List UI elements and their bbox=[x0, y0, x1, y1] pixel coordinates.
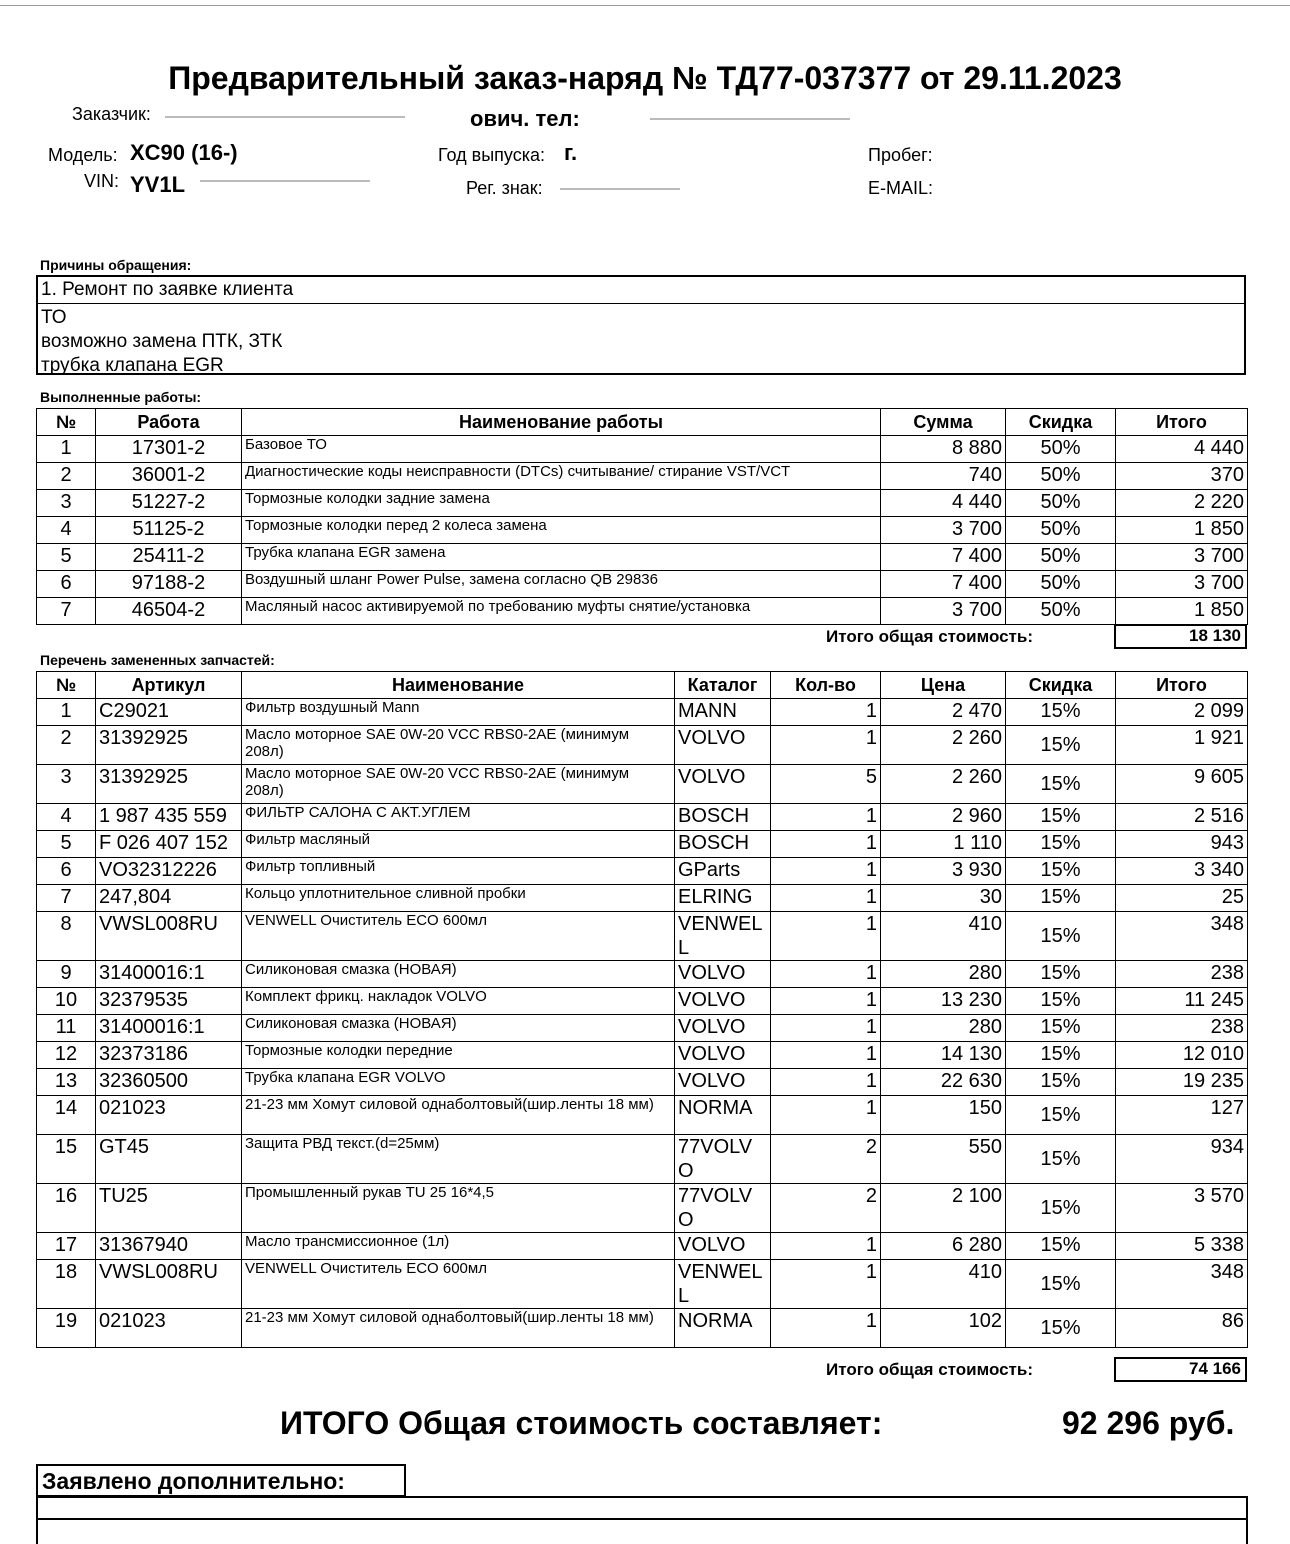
part-catalog: VOLVO bbox=[675, 765, 771, 804]
work-discount: 50% bbox=[1006, 517, 1116, 544]
works-table-row bbox=[37, 571, 1248, 598]
part-article: 32379535 bbox=[96, 988, 242, 1015]
part-price: 2 260 bbox=[881, 726, 1006, 765]
mileage-label: Пробег: bbox=[868, 145, 933, 165]
top-edge-line bbox=[0, 5, 1290, 6]
part-article: 021023 bbox=[96, 1096, 242, 1135]
part-discount: 15% bbox=[1006, 885, 1116, 912]
works-total-value: 18 130 bbox=[1114, 624, 1247, 649]
part-name: Масло моторное SAE 0W-20 VCC RBS0-2AE (минимум 208л) bbox=[242, 726, 675, 765]
part-discount: 15% bbox=[1006, 858, 1116, 885]
parts-label: Перечень замененных запчастей: bbox=[40, 652, 275, 668]
part-article: TU25 bbox=[96, 1184, 242, 1233]
part-qty: 1 bbox=[771, 1042, 881, 1069]
part-total: 25 bbox=[1116, 885, 1248, 912]
part-qty: 1 bbox=[771, 961, 881, 988]
part-article: VWSL008RU bbox=[96, 1260, 242, 1309]
part-no: 1 bbox=[37, 699, 96, 726]
part-name: ФИЛЬТР САЛОНА С АКТ.УГЛЕМ bbox=[242, 804, 675, 831]
part-catalog: VENWELL bbox=[675, 1260, 771, 1309]
part-article: 31400016:1 bbox=[96, 961, 242, 988]
model-label: Модель: bbox=[48, 145, 118, 165]
part-price: 3 930 bbox=[881, 858, 1006, 885]
document-title: Предварительный заказ-наряд № ТД77-037377 от 29.11.2023 bbox=[168, 60, 1122, 96]
works-table-row bbox=[37, 598, 1248, 625]
part-article: 247,804 bbox=[96, 885, 242, 912]
part-name: VENWELL Очиститель ECO 600мл bbox=[242, 912, 675, 961]
work-sum: 740 bbox=[881, 463, 1006, 490]
parts-table-row bbox=[37, 988, 1248, 1015]
part-no: 16 bbox=[37, 1184, 96, 1233]
header-work-code: Работа bbox=[96, 409, 242, 436]
part-price: 2 100 bbox=[881, 1184, 1006, 1233]
work-name: Диагностические коды неисправности (DTCs) считывание/ стирание VST/VCT bbox=[242, 463, 881, 490]
part-no: 17 bbox=[37, 1233, 96, 1260]
part-no: 4 bbox=[37, 804, 96, 831]
part-name: Промышленный рукав TU 25 16*4,5 bbox=[242, 1184, 675, 1233]
additional-label: Заявлено дополнительно: bbox=[36, 1464, 406, 1497]
work-total: 2 220 bbox=[1116, 490, 1248, 517]
redacted-customer-phone bbox=[650, 118, 850, 120]
parts-table-row bbox=[37, 961, 1248, 988]
vin-label: VIN: bbox=[84, 171, 120, 191]
part-discount: 15% bbox=[1006, 831, 1116, 858]
model-value: XC90 (16-) bbox=[130, 140, 238, 165]
part-catalog: NORMA bbox=[675, 1309, 771, 1348]
part-discount: 15% bbox=[1006, 1233, 1116, 1260]
part-discount: 15% bbox=[1006, 912, 1116, 961]
work-sum: 3 700 bbox=[881, 517, 1006, 544]
redacted-customer-name bbox=[165, 116, 405, 118]
part-article: VO32312226 bbox=[96, 858, 242, 885]
part-no: 3 bbox=[37, 765, 96, 804]
part-no: 12 bbox=[37, 1042, 96, 1069]
part-name: Силиконовая смазка (НОВАЯ) bbox=[242, 961, 675, 988]
reason-line-2: ТО bbox=[41, 307, 67, 328]
part-catalog: VOLVO bbox=[675, 1042, 771, 1069]
part-no: 6 bbox=[37, 858, 96, 885]
part-name: Фильтр топливный bbox=[242, 858, 675, 885]
part-total: 238 bbox=[1116, 961, 1248, 988]
part-discount: 15% bbox=[1006, 961, 1116, 988]
works-table bbox=[36, 408, 1248, 625]
part-total: 19 235 bbox=[1116, 1069, 1248, 1096]
part-price: 2 960 bbox=[881, 804, 1006, 831]
parts-table-row bbox=[37, 1069, 1248, 1096]
works-total-label: Итого общая стоимость: bbox=[826, 627, 1033, 646]
redacted-vin bbox=[200, 180, 370, 182]
work-code: 46504-2 bbox=[96, 598, 242, 625]
part-catalog: VOLVO bbox=[675, 988, 771, 1015]
header-total: Итого bbox=[1116, 409, 1248, 436]
part-no: 14 bbox=[37, 1096, 96, 1135]
part-catalog: VOLVO bbox=[675, 726, 771, 765]
part-qty: 1 bbox=[771, 804, 881, 831]
part-price: 150 bbox=[881, 1096, 1006, 1135]
works-table-row bbox=[37, 544, 1248, 571]
part-discount: 15% bbox=[1006, 765, 1116, 804]
work-no: 4 bbox=[37, 517, 96, 544]
reason-line-1: 1. Ремонт по заявке клиента bbox=[38, 277, 1244, 304]
header-sum: Сумма bbox=[881, 409, 1006, 436]
part-catalog: VOLVO bbox=[675, 1015, 771, 1042]
work-no: 1 bbox=[37, 436, 96, 463]
part-name: Фильтр воздушный Mann bbox=[242, 699, 675, 726]
header-qty: Кол-во bbox=[771, 672, 881, 699]
part-no: 5 bbox=[37, 831, 96, 858]
parts-table-row bbox=[37, 1260, 1248, 1309]
part-name: Трубка клапана EGR VOLVO bbox=[242, 1069, 675, 1096]
work-code: 97188-2 bbox=[96, 571, 242, 598]
work-code: 25411-2 bbox=[96, 544, 242, 571]
part-catalog: 77VOLVO bbox=[675, 1135, 771, 1184]
part-catalog: NORMA bbox=[675, 1096, 771, 1135]
parts-table-row bbox=[37, 1042, 1248, 1069]
customer-label: Заказчик: bbox=[72, 104, 151, 124]
part-name: Масло трансмиссионное (1л) bbox=[242, 1233, 675, 1260]
work-discount: 50% bbox=[1006, 598, 1116, 625]
parts-header-row bbox=[37, 672, 1248, 699]
part-qty: 1 bbox=[771, 1233, 881, 1260]
part-price: 102 bbox=[881, 1309, 1006, 1348]
part-qty: 1 bbox=[771, 699, 881, 726]
part-price: 280 bbox=[881, 1015, 1006, 1042]
part-article: GT45 bbox=[96, 1135, 242, 1184]
part-catalog: GParts bbox=[675, 858, 771, 885]
additional-left-border bbox=[36, 1497, 38, 1544]
part-name: Фильтр масляный bbox=[242, 831, 675, 858]
part-total: 11 245 bbox=[1116, 988, 1248, 1015]
part-discount: 15% bbox=[1006, 1096, 1116, 1135]
work-sum: 7 400 bbox=[881, 571, 1006, 598]
header-work-name: Наименование работы bbox=[242, 409, 881, 436]
parts-table-row bbox=[37, 765, 1248, 804]
parts-total-label: Итого общая стоимость: bbox=[826, 1360, 1033, 1379]
part-no: 18 bbox=[37, 1260, 96, 1309]
header-price: Цена bbox=[881, 672, 1006, 699]
part-article: 31400016:1 bbox=[96, 1015, 242, 1042]
parts-table-row bbox=[37, 1015, 1248, 1042]
work-discount: 50% bbox=[1006, 571, 1116, 598]
work-name: Базовое ТО bbox=[242, 436, 881, 463]
work-total: 3 700 bbox=[1116, 544, 1248, 571]
part-qty: 1 bbox=[771, 1015, 881, 1042]
part-discount: 15% bbox=[1006, 1015, 1116, 1042]
email-label: E-MAIL: bbox=[868, 178, 934, 198]
part-article: 32360500 bbox=[96, 1069, 242, 1096]
parts-table-row bbox=[37, 1309, 1248, 1348]
work-name: Воздушный шланг Power Pulse, замена согласно QB 29836 bbox=[242, 571, 881, 598]
header-article: Артикул bbox=[96, 672, 242, 699]
part-no: 10 bbox=[37, 988, 96, 1015]
work-total: 370 bbox=[1116, 463, 1248, 490]
part-no: 7 bbox=[37, 885, 96, 912]
work-total: 1 850 bbox=[1116, 517, 1248, 544]
work-total: 3 700 bbox=[1116, 571, 1248, 598]
part-price: 14 130 bbox=[881, 1042, 1006, 1069]
part-article: C29021 bbox=[96, 699, 242, 726]
part-price: 13 230 bbox=[881, 988, 1006, 1015]
part-article: 32373186 bbox=[96, 1042, 242, 1069]
additional-line-1 bbox=[36, 1496, 1248, 1498]
part-total: 943 bbox=[1116, 831, 1248, 858]
part-article: 31392925 bbox=[96, 726, 242, 765]
part-catalog: ELRING bbox=[675, 885, 771, 912]
header-part-name: Наименование bbox=[242, 672, 675, 699]
reason-line-4: трубка клапана EGR bbox=[41, 355, 224, 376]
parts-table-row bbox=[37, 912, 1248, 961]
part-catalog: VOLVO bbox=[675, 1233, 771, 1260]
part-qty: 1 bbox=[771, 1309, 881, 1348]
part-qty: 2 bbox=[771, 1184, 881, 1233]
reasons-label: Причины обращения: bbox=[40, 257, 192, 273]
part-price: 410 bbox=[881, 912, 1006, 961]
part-catalog: VENWELL bbox=[675, 912, 771, 961]
part-article: F 026 407 152 bbox=[96, 831, 242, 858]
year-label: Год выпуска: bbox=[438, 145, 545, 165]
work-name: Масляный насос активируемой по требованию муфты снятие/установка bbox=[242, 598, 881, 625]
part-discount: 15% bbox=[1006, 699, 1116, 726]
part-no: 19 bbox=[37, 1309, 96, 1348]
part-discount: 15% bbox=[1006, 1260, 1116, 1309]
part-total: 348 bbox=[1116, 912, 1248, 961]
part-price: 22 630 bbox=[881, 1069, 1006, 1096]
part-total: 2 516 bbox=[1116, 804, 1248, 831]
part-no: 13 bbox=[37, 1069, 96, 1096]
work-no: 7 bbox=[37, 598, 96, 625]
part-article: VWSL008RU bbox=[96, 912, 242, 961]
part-discount: 15% bbox=[1006, 1309, 1116, 1348]
part-price: 410 bbox=[881, 1260, 1006, 1309]
part-no: 15 bbox=[37, 1135, 96, 1184]
work-name: Тормозные колодки задние замена bbox=[242, 490, 881, 517]
part-price: 550 bbox=[881, 1135, 1006, 1184]
work-sum: 3 700 bbox=[881, 598, 1006, 625]
part-qty: 1 bbox=[771, 912, 881, 961]
part-price: 30 bbox=[881, 885, 1006, 912]
part-total: 1 921 bbox=[1116, 726, 1248, 765]
part-catalog: MANN bbox=[675, 699, 771, 726]
part-name: 21-23 мм Хомут силовой однаболтовый(шир.ленты 18 мм) bbox=[242, 1096, 675, 1135]
part-discount: 15% bbox=[1006, 1069, 1116, 1096]
part-qty: 5 bbox=[771, 765, 881, 804]
work-name: Трубка клапана EGR замена bbox=[242, 544, 881, 571]
part-article: 021023 bbox=[96, 1309, 242, 1348]
part-article: 31392925 bbox=[96, 765, 242, 804]
additional-right-border bbox=[1246, 1497, 1248, 1544]
parts-table-row bbox=[37, 831, 1248, 858]
part-qty: 1 bbox=[771, 1260, 881, 1309]
part-total: 5 338 bbox=[1116, 1233, 1248, 1260]
parts-total-value: 74 166 bbox=[1114, 1357, 1247, 1382]
work-discount: 50% bbox=[1006, 463, 1116, 490]
part-catalog: VOLVO bbox=[675, 1069, 771, 1096]
part-name: Тормозные колодки передние bbox=[242, 1042, 675, 1069]
part-qty: 1 bbox=[771, 885, 881, 912]
works-table-row bbox=[37, 436, 1248, 463]
part-total: 3 340 bbox=[1116, 858, 1248, 885]
parts-table-row bbox=[37, 699, 1248, 726]
part-name: VENWELL Очиститель ECO 600мл bbox=[242, 1260, 675, 1309]
part-no: 11 bbox=[37, 1015, 96, 1042]
work-code: 51227-2 bbox=[96, 490, 242, 517]
part-total: 9 605 bbox=[1116, 765, 1248, 804]
part-qty: 1 bbox=[771, 1096, 881, 1135]
work-discount: 50% bbox=[1006, 544, 1116, 571]
redacted-reg-plate bbox=[560, 188, 680, 190]
work-total: 1 850 bbox=[1116, 598, 1248, 625]
work-total: 4 440 bbox=[1116, 436, 1248, 463]
part-catalog: VOLVO bbox=[675, 961, 771, 988]
part-qty: 1 bbox=[771, 988, 881, 1015]
part-price: 1 110 bbox=[881, 831, 1006, 858]
works-table-row bbox=[37, 517, 1248, 544]
part-total: 86 bbox=[1116, 1309, 1248, 1348]
work-discount: 50% bbox=[1006, 490, 1116, 517]
parts-table-row bbox=[37, 885, 1248, 912]
part-qty: 2 bbox=[771, 1135, 881, 1184]
work-no: 6 bbox=[37, 571, 96, 598]
part-discount: 15% bbox=[1006, 804, 1116, 831]
work-discount: 50% bbox=[1006, 436, 1116, 463]
part-discount: 15% bbox=[1006, 726, 1116, 765]
parts-table-row bbox=[37, 1135, 1248, 1184]
part-name: Комплект фрикц. накладок VOLVO bbox=[242, 988, 675, 1015]
part-total: 3 570 bbox=[1116, 1184, 1248, 1233]
works-table-row bbox=[37, 490, 1248, 517]
part-article: 31367940 bbox=[96, 1233, 242, 1260]
part-price: 2 470 bbox=[881, 699, 1006, 726]
part-qty: 1 bbox=[771, 831, 881, 858]
works-label: Выполненные работы: bbox=[40, 389, 202, 405]
reason-line-3: возможно замена ПТК, ЗТК bbox=[41, 331, 283, 352]
parts-table bbox=[36, 671, 1248, 1348]
parts-table-row bbox=[37, 1233, 1248, 1260]
part-total: 127 bbox=[1116, 1096, 1248, 1135]
part-discount: 15% bbox=[1006, 1135, 1116, 1184]
works-header-row bbox=[37, 409, 1248, 436]
header-total: Итого bbox=[1116, 672, 1248, 699]
part-discount: 15% bbox=[1006, 988, 1116, 1015]
part-price: 280 bbox=[881, 961, 1006, 988]
part-no: 9 bbox=[37, 961, 96, 988]
part-qty: 1 bbox=[771, 726, 881, 765]
part-price: 2 260 bbox=[881, 765, 1006, 804]
part-total: 238 bbox=[1116, 1015, 1248, 1042]
part-name: Защита РВД текст.(d=25мм) bbox=[242, 1135, 675, 1184]
part-name: Силиконовая смазка (НОВАЯ) bbox=[242, 1015, 675, 1042]
work-sum: 7 400 bbox=[881, 544, 1006, 571]
parts-table-row bbox=[37, 726, 1248, 765]
parts-table-row bbox=[37, 1096, 1248, 1135]
work-sum: 8 880 bbox=[881, 436, 1006, 463]
reasons-box bbox=[36, 275, 1246, 375]
header-discount: Скидка bbox=[1006, 672, 1116, 699]
header-no: № bbox=[37, 672, 96, 699]
work-name: Тормозные колодки перед 2 колеса замена bbox=[242, 517, 881, 544]
part-qty: 1 bbox=[771, 858, 881, 885]
work-code: 17301-2 bbox=[96, 436, 242, 463]
works-table-row bbox=[37, 463, 1248, 490]
parts-table-row bbox=[37, 804, 1248, 831]
part-total: 934 bbox=[1116, 1135, 1248, 1184]
vin-value: YV1L bbox=[130, 172, 186, 197]
part-article: 1 987 435 559 bbox=[96, 804, 242, 831]
work-no: 2 bbox=[37, 463, 96, 490]
part-price: 6 280 bbox=[881, 1233, 1006, 1260]
grand-total-value: 92 296 руб. bbox=[1062, 1405, 1235, 1441]
part-total: 348 bbox=[1116, 1260, 1248, 1309]
header-discount: Скидка bbox=[1006, 409, 1116, 436]
part-total: 12 010 bbox=[1116, 1042, 1248, 1069]
part-catalog: BOSCH bbox=[675, 804, 771, 831]
part-total: 2 099 bbox=[1116, 699, 1248, 726]
part-name: Масло моторное SAE 0W-20 VCC RBS0-2AE (минимум 208л) bbox=[242, 765, 675, 804]
reason-details bbox=[38, 304, 1244, 378]
year-value: г. bbox=[564, 140, 578, 165]
reg-label: Рег. знак: bbox=[466, 178, 543, 198]
work-no: 3 bbox=[37, 490, 96, 517]
header-no: № bbox=[37, 409, 96, 436]
part-catalog: 77VOLVO bbox=[675, 1184, 771, 1233]
part-name: 21-23 мм Хомут силовой однаболтовый(шир.ленты 18 мм) bbox=[242, 1309, 675, 1348]
part-no: 8 bbox=[37, 912, 96, 961]
work-code: 51125-2 bbox=[96, 517, 242, 544]
part-discount: 15% bbox=[1006, 1184, 1116, 1233]
parts-table-row bbox=[37, 1184, 1248, 1233]
work-sum: 4 440 bbox=[881, 490, 1006, 517]
work-no: 5 bbox=[37, 544, 96, 571]
work-code: 36001-2 bbox=[96, 463, 242, 490]
part-catalog: BOSCH bbox=[675, 831, 771, 858]
part-name: Кольцо уплотнительное сливной пробки bbox=[242, 885, 675, 912]
header-catalog: Каталог bbox=[675, 672, 771, 699]
parts-table-row bbox=[37, 858, 1248, 885]
grand-total-label: ИТОГО Общая стоимость составляет: bbox=[280, 1405, 883, 1441]
part-no: 2 bbox=[37, 726, 96, 765]
part-discount: 15% bbox=[1006, 1042, 1116, 1069]
customer-value: ович. тел: bbox=[470, 106, 580, 131]
part-qty: 1 bbox=[771, 1069, 881, 1096]
additional-line-2 bbox=[36, 1518, 1248, 1520]
